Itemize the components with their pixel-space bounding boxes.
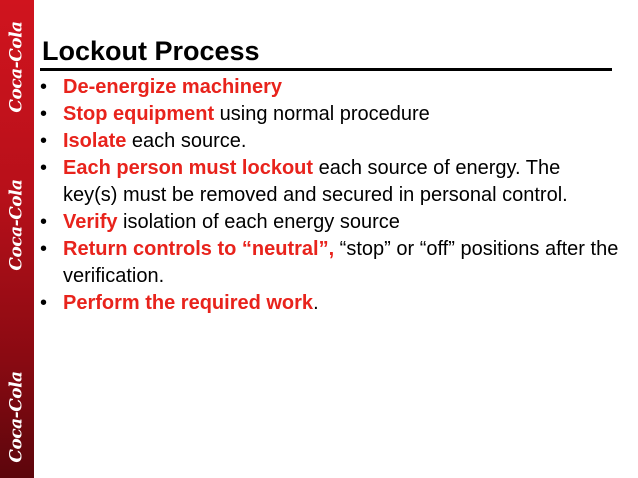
bullet-text: . — [313, 292, 319, 314]
bullet-text: using normal procedure — [214, 103, 430, 125]
bullet-item — [40, 74, 620, 101]
bullet-highlight: De-energize machinery — [63, 76, 282, 98]
title-underline — [40, 68, 612, 71]
bullet-highlight: Isolate — [63, 130, 127, 152]
bullet-icon: • — [40, 157, 48, 179]
bullet-highlight: Return controls to “neutral”, — [63, 238, 335, 260]
bullet-icon: • — [40, 292, 48, 314]
coca-cola-logo: Coca-Cola — [7, 179, 28, 271]
bullet-highlight: Stop equipment — [63, 103, 215, 125]
bullet-text: “stop” or “off” positions after the verification. — [63, 238, 619, 287]
bullet-icon: • — [40, 103, 48, 125]
coca-cola-logo: Coca-Cola — [7, 21, 28, 113]
bullet-icon: • — [40, 211, 48, 233]
slide-title: Lockout Process — [42, 36, 260, 66]
bullet-item — [40, 155, 620, 209]
bullet-highlight: Perform the required work — [63, 292, 314, 314]
bullet-text: each source. — [126, 130, 247, 152]
bullet-item — [40, 128, 620, 155]
bullet-text: isolation of each energy source — [117, 211, 400, 233]
bullet-item — [40, 290, 620, 317]
bullet-item — [40, 209, 620, 236]
bullet-highlight: Verify — [63, 211, 118, 233]
bullet-icon: • — [40, 76, 48, 98]
bullet-icon: • — [40, 130, 48, 152]
bullet-icon: • — [40, 238, 48, 260]
brand-side-strip — [0, 0, 34, 478]
bullet-item — [40, 236, 620, 290]
bullet-text: each source of energy. The key(s) must be removed and secured in personal control. — [63, 157, 568, 206]
bullet-item — [40, 101, 620, 128]
bullet-list — [40, 74, 620, 317]
bullet-highlight: Each person must lockout — [63, 157, 314, 179]
coca-cola-logo: Coca-Cola — [7, 371, 28, 463]
